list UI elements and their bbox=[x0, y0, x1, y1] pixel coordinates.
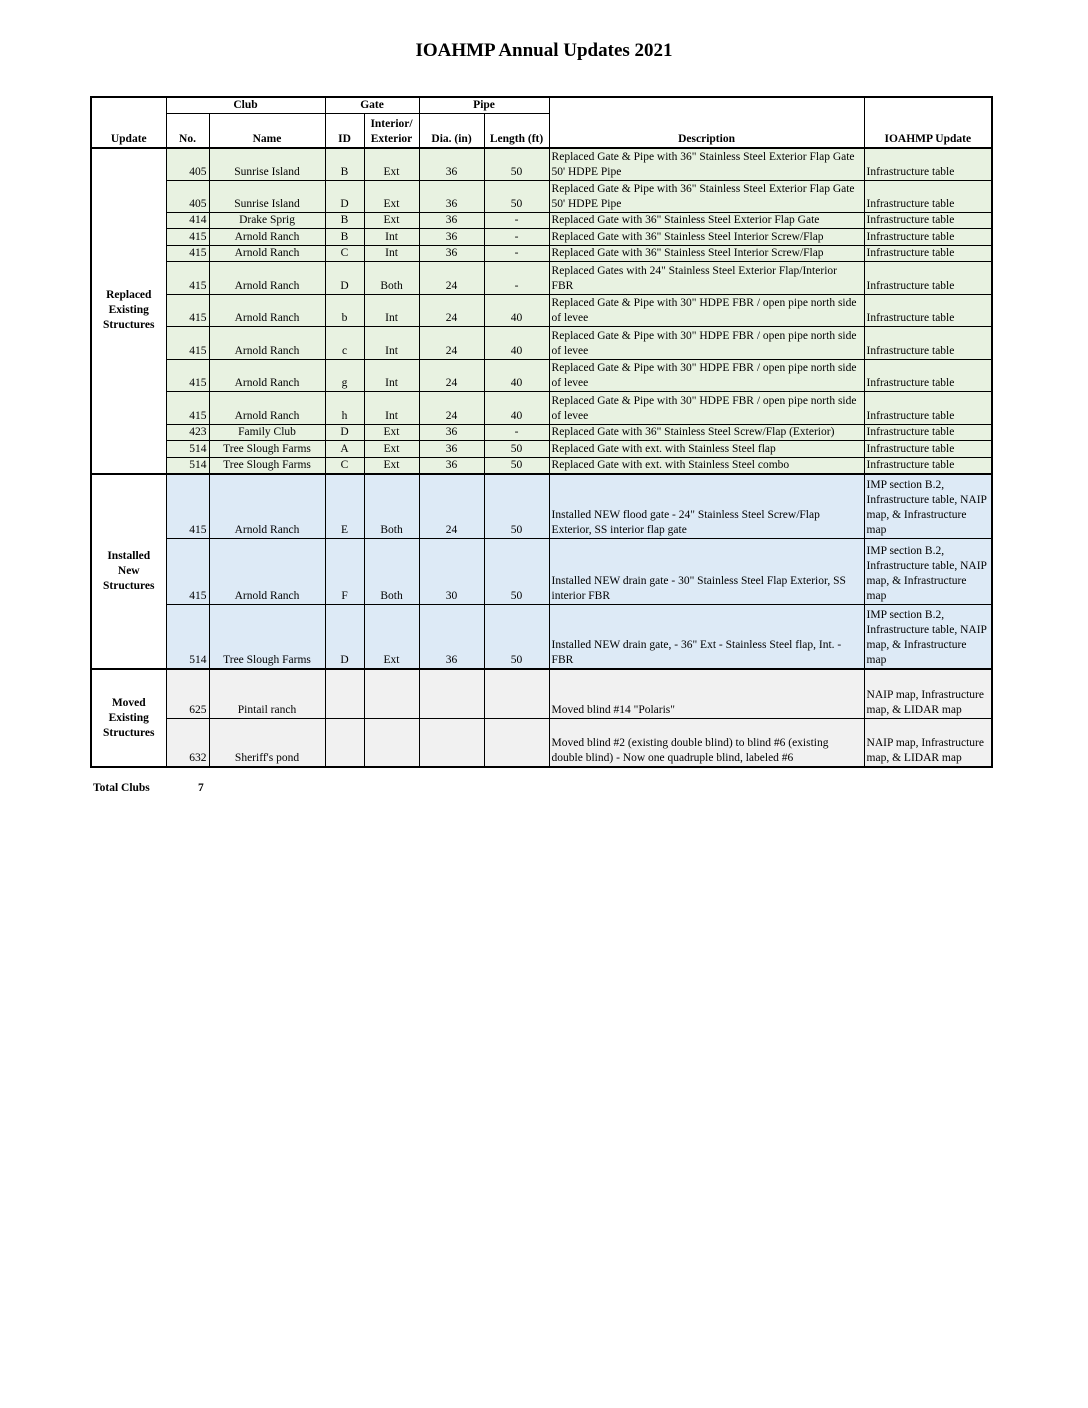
cell-dia: 24 bbox=[419, 327, 484, 360]
cell-no: 632 bbox=[166, 718, 209, 767]
cell-no: 415 bbox=[166, 392, 209, 425]
updates-table bbox=[90, 96, 993, 768]
cell-length: 50 bbox=[484, 441, 549, 457]
cell-dia: 36 bbox=[419, 148, 484, 181]
cell-no: 415 bbox=[166, 262, 209, 295]
cell-description: Replaced Gate & Pipe with 30" HDPE FBR / open pipe north side of levee bbox=[549, 327, 864, 360]
cell-length: 40 bbox=[484, 392, 549, 425]
cell-no: 415 bbox=[166, 474, 209, 539]
cell-no: 405 bbox=[166, 180, 209, 213]
cell-interior-exterior: Int bbox=[364, 294, 419, 327]
cell-dia: 36 bbox=[419, 441, 484, 457]
header-group-pipe: Pipe bbox=[419, 97, 549, 114]
section-label bbox=[91, 148, 166, 474]
cell-length: 50 bbox=[484, 457, 549, 474]
cell-length: - bbox=[484, 229, 549, 245]
cell-dia: 36 bbox=[419, 180, 484, 213]
cell-name: Arnold Ranch bbox=[209, 539, 325, 604]
header-name: Name bbox=[209, 114, 325, 148]
cell-length bbox=[484, 669, 549, 718]
cell-id: g bbox=[325, 359, 364, 392]
table-row bbox=[91, 718, 992, 767]
cell-no: 415 bbox=[166, 294, 209, 327]
header-blank bbox=[91, 97, 166, 114]
cell-interior-exterior: Int bbox=[364, 392, 419, 425]
table-row bbox=[91, 359, 992, 392]
footer-total bbox=[93, 782, 204, 794]
cell-interior-exterior: Int bbox=[364, 359, 419, 392]
cell-ioahmp-update: Infrastructure table bbox=[864, 148, 992, 181]
cell-length: - bbox=[484, 245, 549, 261]
cell-description: Replaced Gate with ext. with Stainless Steel combo bbox=[549, 457, 864, 474]
cell-interior-exterior bbox=[364, 718, 419, 767]
cell-interior-exterior: Both bbox=[364, 474, 419, 539]
cell-length bbox=[484, 718, 549, 767]
cell-name: Sunrise Island bbox=[209, 148, 325, 181]
cell-id: D bbox=[325, 180, 364, 213]
header-length: Length (ft) bbox=[484, 114, 549, 148]
cell-length: 40 bbox=[484, 327, 549, 360]
cell-description: Replaced Gate with 36" Stainless Steel Interior Screw/Flap bbox=[549, 229, 864, 245]
footer-label: Total Clubs bbox=[93, 782, 150, 794]
table-row bbox=[91, 229, 992, 245]
cell-name: Arnold Ranch bbox=[209, 229, 325, 245]
cell-interior-exterior: Int bbox=[364, 245, 419, 261]
table-row bbox=[91, 392, 992, 425]
cell-ioahmp-update: Infrastructure table bbox=[864, 425, 992, 441]
cell-description: Installed NEW flood gate - 24" Stainless Steel Screw/Flap Exterior, SS interior flap gate bbox=[549, 474, 864, 539]
cell-id: D bbox=[325, 425, 364, 441]
section-label-line: Replaced bbox=[106, 289, 152, 302]
table-row bbox=[91, 262, 992, 295]
cell-description: Replaced Gate & Pipe with 30" HDPE FBR / open pipe north side of levee bbox=[549, 359, 864, 392]
cell-length: - bbox=[484, 213, 549, 229]
cell-name: Family Club bbox=[209, 425, 325, 441]
table-row bbox=[91, 669, 992, 718]
header-ie-top: Interior/ bbox=[370, 117, 413, 130]
table-row bbox=[91, 327, 992, 360]
cell-description: Moved blind #14 "Polaris" bbox=[549, 669, 864, 718]
table-row bbox=[91, 604, 992, 669]
cell-length: 50 bbox=[484, 604, 549, 669]
cell-description: Installed NEW drain gate, - 36" Ext - Stainless Steel flap, Int. - FBR bbox=[549, 604, 864, 669]
cell-dia: 36 bbox=[419, 425, 484, 441]
cell-name: Arnold Ranch bbox=[209, 392, 325, 425]
table-row bbox=[91, 425, 992, 441]
cell-dia: 24 bbox=[419, 262, 484, 295]
cell-id: A bbox=[325, 441, 364, 457]
cell-interior-exterior: Both bbox=[364, 262, 419, 295]
header-no: No. bbox=[166, 114, 209, 148]
cell-name: Arnold Ranch bbox=[209, 327, 325, 360]
header-update: Update bbox=[91, 114, 166, 148]
cell-description: Replaced Gate with 36" Stainless Steel Screw/Flap (Exterior) bbox=[549, 425, 864, 441]
cell-id: F bbox=[325, 539, 364, 604]
cell-name: Drake Sprig bbox=[209, 213, 325, 229]
section-label-line: Structures bbox=[102, 319, 155, 332]
cell-interior-exterior: Ext bbox=[364, 148, 419, 181]
section-label-line: Existing bbox=[108, 304, 149, 317]
cell-id: B bbox=[325, 213, 364, 229]
cell-interior-exterior: Ext bbox=[364, 425, 419, 441]
cell-id: C bbox=[325, 245, 364, 261]
cell-no: 514 bbox=[166, 457, 209, 474]
cell-description: Replaced Gate & Pipe with 30" HDPE FBR / open pipe north side of levee bbox=[549, 294, 864, 327]
cell-length: 50 bbox=[484, 539, 549, 604]
cell-interior-exterior: Ext bbox=[364, 180, 419, 213]
cell-ioahmp-update: Infrastructure table bbox=[864, 327, 992, 360]
table-row bbox=[91, 245, 992, 261]
cell-ioahmp-update: Infrastructure table bbox=[864, 180, 992, 213]
cell-ioahmp-update: Infrastructure table bbox=[864, 392, 992, 425]
header-blank-upd bbox=[864, 97, 992, 114]
cell-dia: 36 bbox=[419, 229, 484, 245]
header-group-gate: Gate bbox=[325, 97, 419, 114]
cell-interior-exterior: Int bbox=[364, 229, 419, 245]
cell-name: Tree Slough Farms bbox=[209, 441, 325, 457]
header-blank-desc bbox=[549, 97, 864, 114]
cell-interior-exterior: Ext bbox=[364, 604, 419, 669]
cell-length: - bbox=[484, 425, 549, 441]
cell-no: 415 bbox=[166, 229, 209, 245]
header-dia: Dia. (in) bbox=[419, 114, 484, 148]
cell-ioahmp-update: Infrastructure table bbox=[864, 457, 992, 474]
table-row bbox=[91, 180, 992, 213]
table-row bbox=[91, 294, 992, 327]
cell-id bbox=[325, 669, 364, 718]
table-row bbox=[91, 441, 992, 457]
section-label-line: Existing bbox=[108, 711, 149, 724]
cell-id: B bbox=[325, 148, 364, 181]
cell-no: 423 bbox=[166, 425, 209, 441]
cell-interior-exterior: Ext bbox=[364, 213, 419, 229]
cell-name: Arnold Ranch bbox=[209, 294, 325, 327]
section-label bbox=[91, 474, 166, 670]
cell-dia: 24 bbox=[419, 294, 484, 327]
cell-no: 514 bbox=[166, 441, 209, 457]
cell-description: Replaced Gates with 24" Stainless Steel Exterior Flap/Interior FBR bbox=[549, 262, 864, 295]
cell-length: 40 bbox=[484, 359, 549, 392]
cell-dia: 24 bbox=[419, 359, 484, 392]
cell-interior-exterior: Both bbox=[364, 539, 419, 604]
footer-value: 7 bbox=[198, 782, 204, 794]
cell-name: Arnold Ranch bbox=[209, 474, 325, 539]
table-row bbox=[91, 457, 992, 474]
cell-no: 415 bbox=[166, 359, 209, 392]
cell-description: Replaced Gate & Pipe with 36" Stainless Steel Exterior Flap Gate 50' HDPE Pipe bbox=[549, 148, 864, 181]
cell-name: Tree Slough Farms bbox=[209, 457, 325, 474]
cell-id: b bbox=[325, 294, 364, 327]
cell-name: Sheriff's pond bbox=[209, 718, 325, 767]
cell-length: 50 bbox=[484, 180, 549, 213]
cell-ioahmp-update: Infrastructure table bbox=[864, 245, 992, 261]
table-row bbox=[91, 539, 992, 604]
section-label-line: New bbox=[117, 564, 140, 577]
section-label-line: Structures bbox=[102, 726, 155, 739]
cell-no: 415 bbox=[166, 327, 209, 360]
cell-id bbox=[325, 718, 364, 767]
cell-description: Moved blind #2 (existing double blind) to blind #6 (existing double blind) - Now one quadruple blind, labeled #6 bbox=[549, 718, 864, 767]
cell-dia: 36 bbox=[419, 457, 484, 474]
cell-dia bbox=[419, 718, 484, 767]
cell-description: Replaced Gate with ext. with Stainless Steel flap bbox=[549, 441, 864, 457]
cell-ioahmp-update: Infrastructure table bbox=[864, 359, 992, 392]
cell-no: 415 bbox=[166, 539, 209, 604]
cell-ioahmp-update: Infrastructure table bbox=[864, 213, 992, 229]
table-row bbox=[91, 213, 992, 229]
page-title: IOAHMP Annual Updates 2021 bbox=[415, 40, 673, 61]
cell-no: 514 bbox=[166, 604, 209, 669]
cell-interior-exterior: Int bbox=[364, 327, 419, 360]
section-label bbox=[91, 669, 166, 767]
cell-ioahmp-update: IMP section B.2, Infrastructure table, NAIP map, & Infrastructure map bbox=[864, 539, 992, 604]
header-id: ID bbox=[325, 114, 364, 148]
cell-interior-exterior: Ext bbox=[364, 457, 419, 474]
cell-length: 50 bbox=[484, 148, 549, 181]
cell-name: Arnold Ranch bbox=[209, 359, 325, 392]
section-label-line: Installed bbox=[107, 549, 151, 562]
cell-name: Arnold Ranch bbox=[209, 262, 325, 295]
cell-ioahmp-update: Infrastructure table bbox=[864, 262, 992, 295]
cell-ioahmp-update: IMP section B.2, Infrastructure table, NAIP map, & Infrastructure map bbox=[864, 474, 992, 539]
cell-id: D bbox=[325, 262, 364, 295]
header-interior-exterior bbox=[364, 114, 419, 148]
cell-dia: 24 bbox=[419, 392, 484, 425]
cell-description: Installed NEW drain gate - 30" Stainless Steel Flap Exterior, SS interior FBR bbox=[549, 539, 864, 604]
header-description: Description bbox=[549, 114, 864, 148]
cell-id: D bbox=[325, 604, 364, 669]
cell-description: Replaced Gate with 36" Stainless Steel Exterior Flap Gate bbox=[549, 213, 864, 229]
cell-name: Tree Slough Farms bbox=[209, 604, 325, 669]
section-label-line: Structures bbox=[102, 579, 155, 592]
cell-ioahmp-update: IMP section B.2, Infrastructure table, NAIP map, & Infrastructure map bbox=[864, 604, 992, 669]
cell-description: Replaced Gate with 36" Stainless Steel Interior Screw/Flap bbox=[549, 245, 864, 261]
cell-description: Replaced Gate & Pipe with 30" HDPE FBR / open pipe north side of levee bbox=[549, 392, 864, 425]
cell-id: h bbox=[325, 392, 364, 425]
cell-ioahmp-update: NAIP map, Infrastructure map, & LIDAR map bbox=[864, 718, 992, 767]
cell-ioahmp-update: Infrastructure table bbox=[864, 441, 992, 457]
cell-length: - bbox=[484, 262, 549, 295]
cell-interior-exterior bbox=[364, 669, 419, 718]
cell-id: E bbox=[325, 474, 364, 539]
cell-dia: 36 bbox=[419, 604, 484, 669]
cell-name: Arnold Ranch bbox=[209, 245, 325, 261]
cell-no: 625 bbox=[166, 669, 209, 718]
header-ioahmp-update: IOAHMP Update bbox=[864, 114, 992, 148]
cell-id: c bbox=[325, 327, 364, 360]
cell-ioahmp-update: Infrastructure table bbox=[864, 229, 992, 245]
cell-length: 50 bbox=[484, 474, 549, 539]
cell-id: C bbox=[325, 457, 364, 474]
cell-no: 415 bbox=[166, 245, 209, 261]
header-group-club: Club bbox=[166, 97, 325, 114]
header-ie-bottom: Exterior bbox=[370, 132, 413, 145]
cell-name: Sunrise Island bbox=[209, 180, 325, 213]
cell-dia: 36 bbox=[419, 245, 484, 261]
cell-description: Replaced Gate & Pipe with 36" Stainless Steel Exterior Flap Gate 50' HDPE Pipe bbox=[549, 180, 864, 213]
section-label-line: Moved bbox=[111, 696, 146, 709]
cell-no: 405 bbox=[166, 148, 209, 181]
cell-dia: 24 bbox=[419, 474, 484, 539]
cell-name: Pintail ranch bbox=[209, 669, 325, 718]
cell-ioahmp-update: NAIP map, Infrastructure map, & LIDAR map bbox=[864, 669, 992, 718]
cell-interior-exterior: Ext bbox=[364, 441, 419, 457]
table-row bbox=[91, 474, 992, 539]
table-row bbox=[91, 148, 992, 181]
cell-id: B bbox=[325, 229, 364, 245]
cell-no: 414 bbox=[166, 213, 209, 229]
cell-ioahmp-update: Infrastructure table bbox=[864, 294, 992, 327]
cell-dia: 30 bbox=[419, 539, 484, 604]
cell-length: 40 bbox=[484, 294, 549, 327]
cell-dia: 36 bbox=[419, 213, 484, 229]
cell-dia bbox=[419, 669, 484, 718]
